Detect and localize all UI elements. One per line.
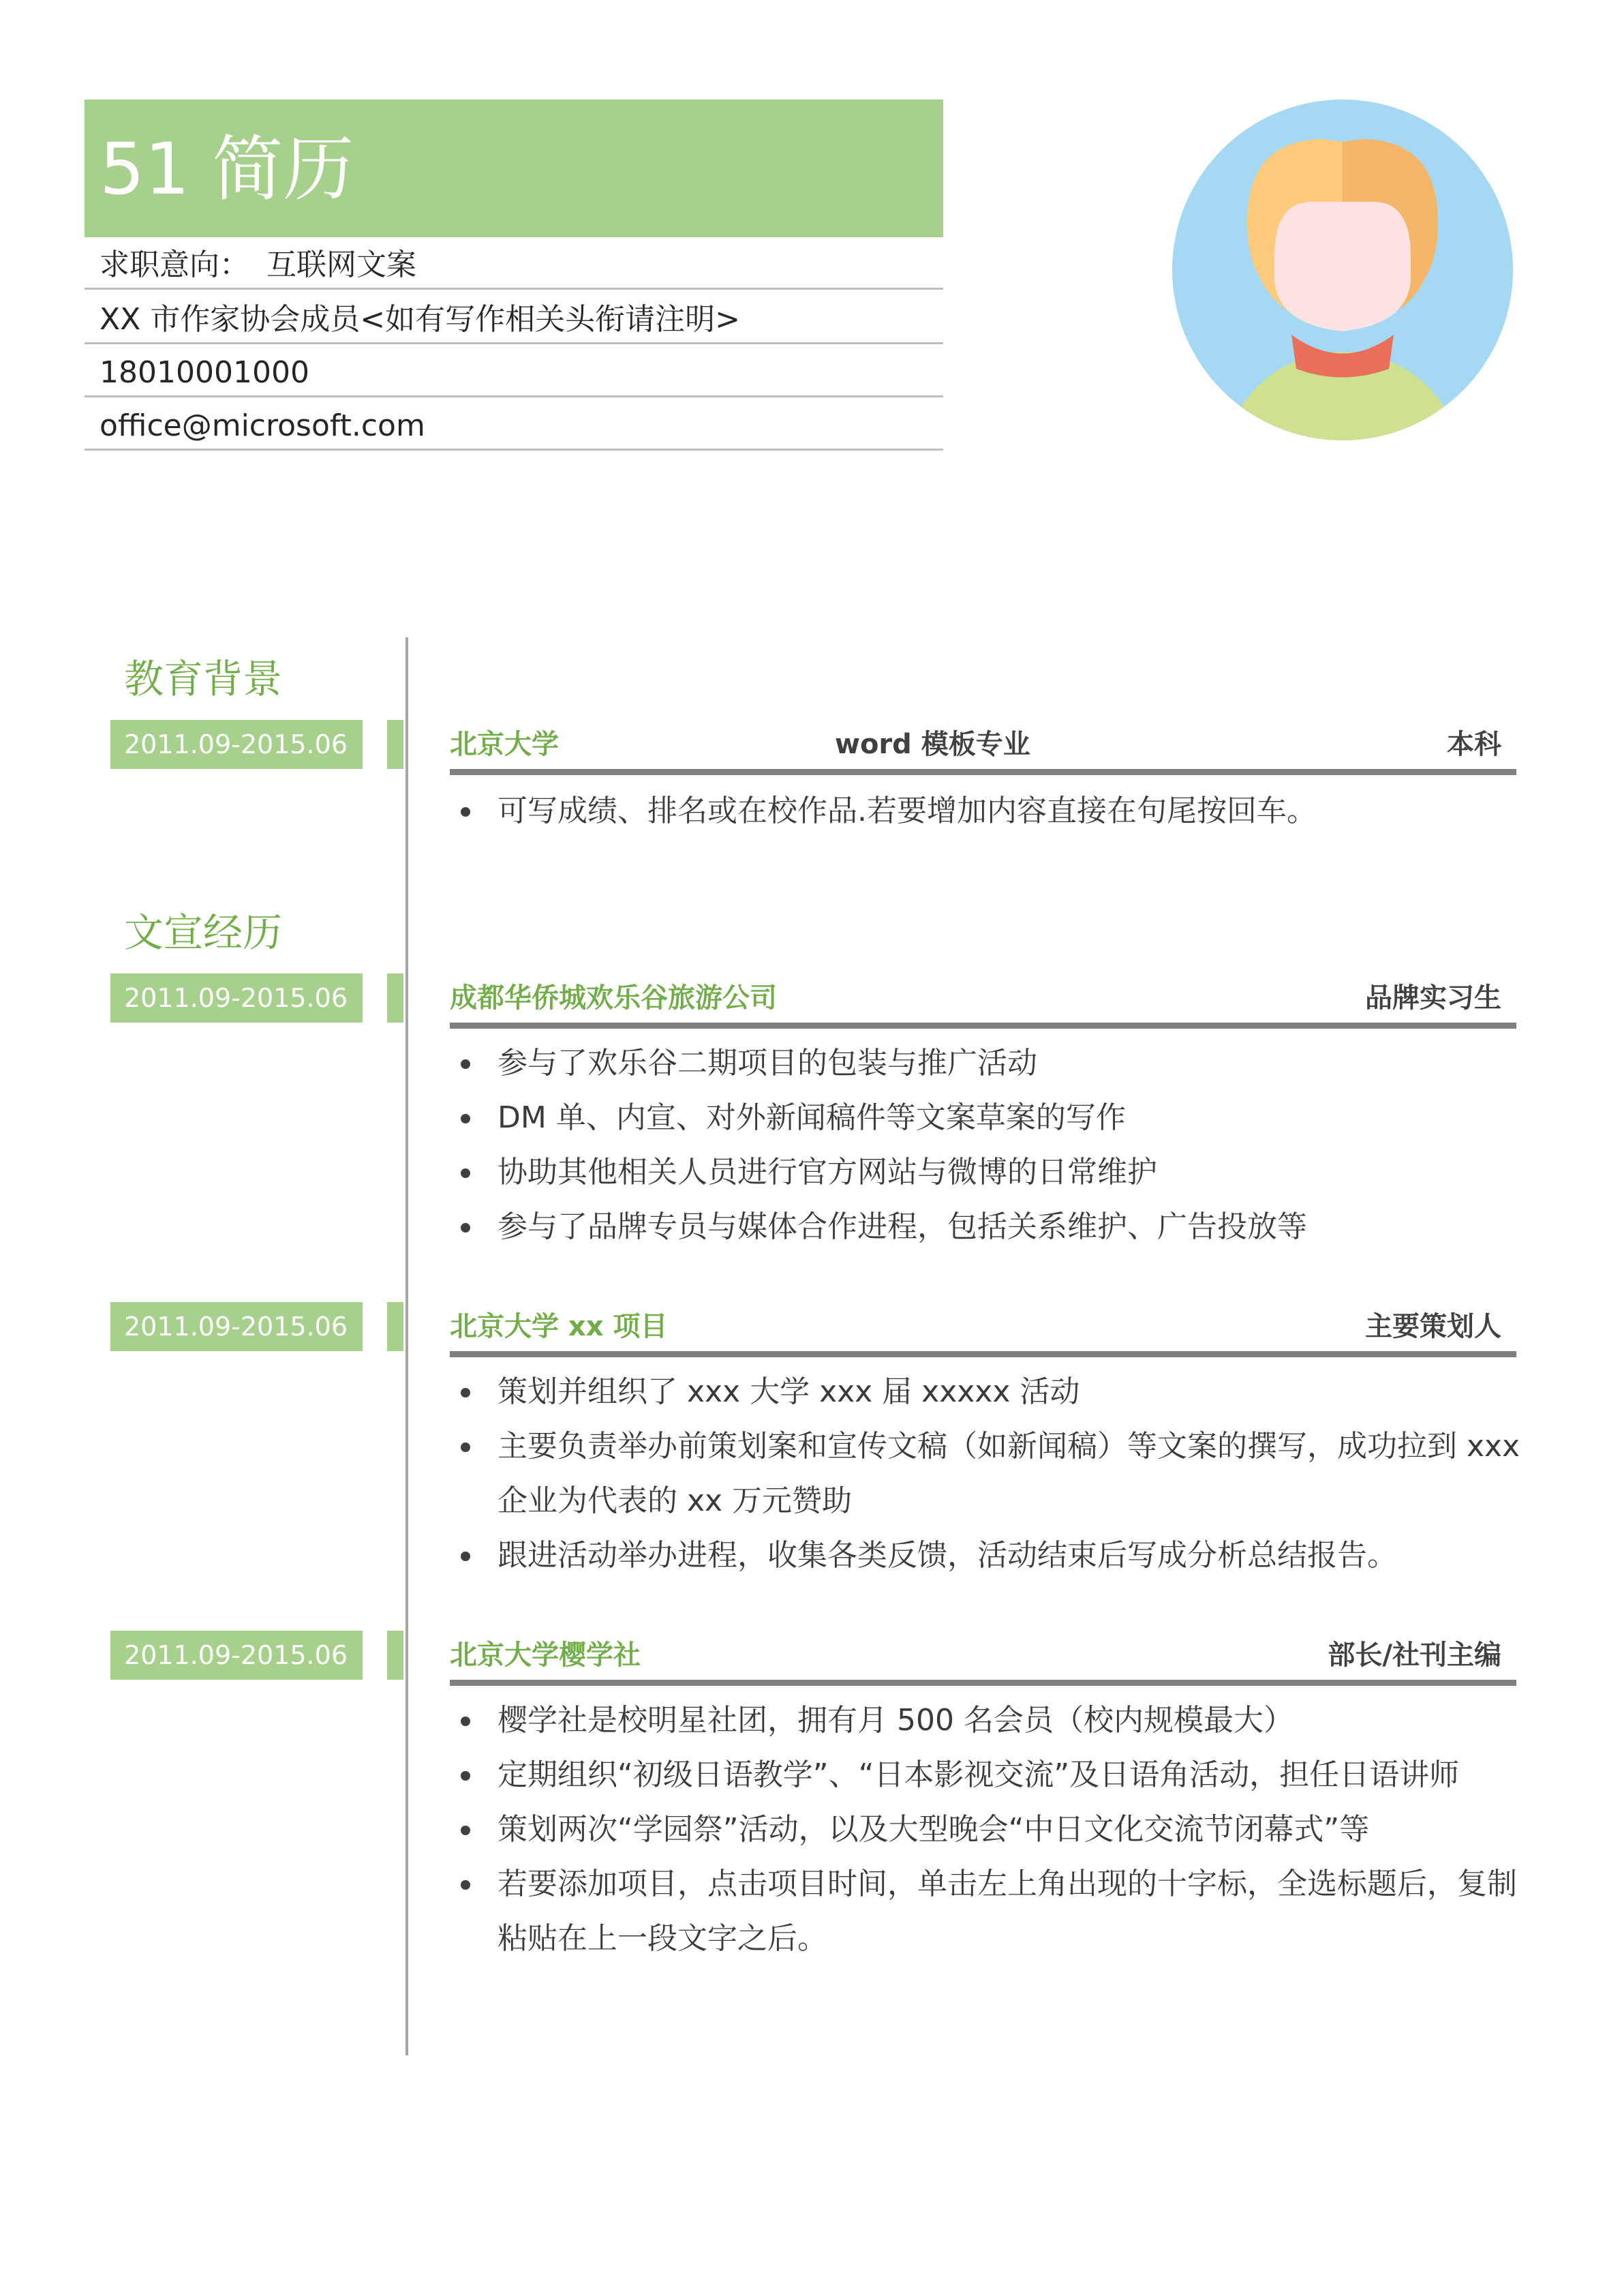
bullet-list bbox=[450, 784, 1540, 839]
date-badge: 2011.09-2015.06 bbox=[110, 1631, 363, 1680]
list-item: 参与了品牌专员与媒体合作进程，包括关系维护、广告投放等 bbox=[450, 1200, 1540, 1254]
list-item: 樱学社是校明星社团，拥有月 500 名会员（校内规模最大） bbox=[450, 1693, 1540, 1748]
info-row-membership bbox=[85, 292, 943, 344]
list-item: 主要负责举办前策划案和宣传文稿（如新闻稿）等文案的撰写，成功拉到 xxx bbox=[450, 1419, 1540, 1474]
phone-text: 18010001000 bbox=[100, 355, 309, 390]
resume-title: 51 简历 bbox=[100, 127, 354, 211]
entry-header bbox=[450, 1631, 1516, 1686]
date-badge: 2011.09-2015.06 bbox=[110, 973, 363, 1023]
membership-text: XX 市作家协会成员<如有写作相关头衔请注明> bbox=[100, 302, 741, 337]
bullet-list bbox=[450, 1693, 1540, 1966]
date-badge: 2011.09-2015.06 bbox=[110, 720, 363, 769]
list-item: 定期组织“初级日语教学”、“日本影视交流”及日语角活动，担任日语讲师 bbox=[450, 1748, 1540, 1802]
avatar-portrait-icon bbox=[1172, 100, 1513, 440]
entry-organization: 北京大学樱学社 bbox=[450, 1640, 641, 1671]
email-text: office@microsoft.com bbox=[100, 408, 425, 443]
section-title-experience: 文宣经历 bbox=[124, 909, 283, 956]
entry-role: 品牌实习生 bbox=[1365, 982, 1501, 1014]
list-item-continuation: 企业为代表的 xx 万元赞助 bbox=[498, 1483, 853, 1518]
list-item: DM 单、内宣、对外新闻稿件等文案草案的写作 bbox=[450, 1091, 1540, 1145]
entry-organization: 成都华侨城欢乐谷旅游公司 bbox=[450, 982, 777, 1014]
entry-header bbox=[450, 973, 1516, 1029]
info-row-phone bbox=[85, 345, 943, 397]
job-intent-label: 求职意向： bbox=[100, 247, 249, 282]
entry-organization: 北京大学 bbox=[450, 729, 559, 760]
timeline-marker bbox=[387, 1631, 403, 1680]
list-item: 协助其他相关人员进行官方网站与微博的日常维护 bbox=[450, 1145, 1540, 1200]
entry-role: 主要策划人 bbox=[1365, 1311, 1501, 1342]
entry-header bbox=[450, 1302, 1516, 1357]
bullet-list bbox=[450, 1036, 1540, 1254]
list-item: 跟进活动举办进程，收集各类反馈，活动结束后写成分析总结报告。 bbox=[450, 1528, 1540, 1583]
entry-header bbox=[450, 720, 1516, 775]
entry-organization: 北京大学 xx 项目 bbox=[450, 1311, 668, 1342]
list-item: 可写成绩、排名或在校作品.若要增加内容直接在句尾按回车。 bbox=[450, 784, 1540, 839]
timeline-marker bbox=[387, 973, 403, 1023]
date-badge: 2011.09-2015.06 bbox=[110, 1302, 363, 1351]
entry-role: 部长/社刊主编 bbox=[1328, 1640, 1501, 1671]
job-intent-value: 互联网文案 bbox=[266, 247, 416, 282]
bullet-list bbox=[450, 1365, 1540, 1583]
list-item: 若要添加项目，点击项目时间，单击左上角出现的十字标，全选标题后，复制 bbox=[450, 1857, 1540, 1912]
list-item: 策划并组织了 xxx 大学 xxx 届 xxxxx 活动 bbox=[450, 1365, 1540, 1419]
list-item: 参与了欢乐谷二期项目的包装与推广活动 bbox=[450, 1036, 1540, 1091]
entry-degree: 本科 bbox=[1447, 729, 1501, 760]
info-row-email bbox=[85, 398, 943, 451]
timeline-marker bbox=[387, 720, 403, 769]
list-item: 策划两次“学园祭”活动，以及大型晚会“中日文化交流节闭幕式”等 bbox=[450, 1802, 1540, 1857]
timeline-marker bbox=[387, 1302, 403, 1351]
section-title-education: 教育背景 bbox=[124, 656, 283, 702]
avatar bbox=[1172, 100, 1513, 440]
list-item-continuation: 粘贴在上一段文字之后。 bbox=[498, 1921, 827, 1956]
entry-major: word 模板专业 bbox=[835, 729, 1030, 760]
info-row-job-intent bbox=[85, 237, 943, 290]
timeline-line bbox=[406, 637, 408, 2055]
